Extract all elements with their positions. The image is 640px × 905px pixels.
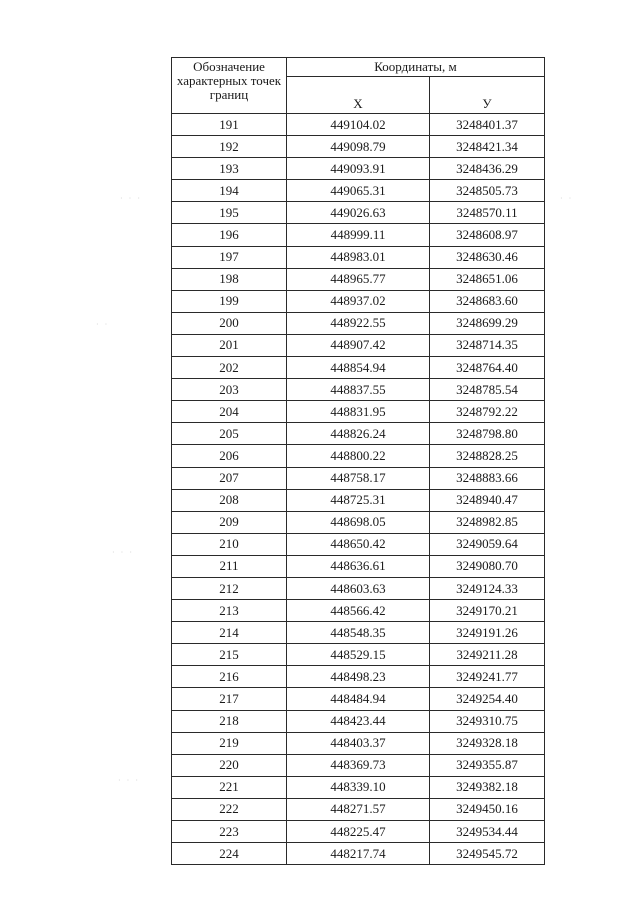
x-coordinate-cell: 448271.57: [287, 798, 430, 820]
x-coordinate-cell: 448369.73: [287, 754, 430, 776]
point-cell: 213: [172, 600, 287, 622]
table-row: [172, 710, 545, 732]
x-coordinate-cell: 448650.42: [287, 533, 430, 555]
table-row: [172, 666, 545, 688]
y-coordinate-cell: 3248792.22: [430, 401, 545, 423]
table-row: [172, 445, 545, 467]
table-header: [172, 58, 545, 114]
point-cell: 224: [172, 843, 287, 865]
y-coordinate-cell: 3248630.46: [430, 246, 545, 268]
table-row: [172, 158, 545, 180]
y-coordinate-cell: 3249191.26: [430, 622, 545, 644]
table-row: [172, 622, 545, 644]
point-cell: 194: [172, 180, 287, 202]
point-cell: 209: [172, 511, 287, 533]
x-column-header: X: [287, 77, 430, 114]
y-coordinate-cell: 3248714.35: [430, 334, 545, 356]
point-cell: 214: [172, 622, 287, 644]
coordinates-group-header: Координаты, м: [287, 58, 545, 77]
table-row: [172, 798, 545, 820]
x-coordinate-cell: 448725.31: [287, 489, 430, 511]
coordinates-table: [171, 57, 545, 865]
x-coordinate-cell: 448922.55: [287, 312, 430, 334]
y-coordinate-cell: 3248798.80: [430, 423, 545, 445]
point-cell: 219: [172, 732, 287, 754]
point-cell: 208: [172, 489, 287, 511]
x-coordinate-cell: 448837.55: [287, 379, 430, 401]
y-coordinate-cell: 3249310.75: [430, 710, 545, 732]
table-row: [172, 357, 545, 379]
table-row: [172, 688, 545, 710]
x-coordinate-cell: 448698.05: [287, 511, 430, 533]
point-cell: 207: [172, 467, 287, 489]
scan-noise: · ·: [560, 194, 574, 203]
y-coordinate-cell: 3249450.16: [430, 798, 545, 820]
y-coordinate-cell: 3248699.29: [430, 312, 545, 334]
point-cell: 222: [172, 798, 287, 820]
point-cell: 198: [172, 268, 287, 290]
table-row: [172, 577, 545, 599]
point-cell: 201: [172, 334, 287, 356]
point-cell: 215: [172, 644, 287, 666]
x-coordinate-cell: 449065.31: [287, 180, 430, 202]
x-coordinate-cell: 448423.44: [287, 710, 430, 732]
y-coordinate-cell: 3249545.72: [430, 843, 545, 865]
y-coordinate-cell: 3248401.37: [430, 114, 545, 136]
x-coordinate-cell: 448965.77: [287, 268, 430, 290]
point-cell: 204: [172, 401, 287, 423]
x-coordinate-cell: 448907.42: [287, 334, 430, 356]
point-cell: 196: [172, 224, 287, 246]
x-coordinate-cell: 448831.95: [287, 401, 430, 423]
y-coordinate-cell: 3249170.21: [430, 600, 545, 622]
x-coordinate-cell: 448566.42: [287, 600, 430, 622]
table-body: [172, 114, 545, 865]
y-coordinate-cell: 3248982.85: [430, 511, 545, 533]
x-coordinate-cell: 448603.63: [287, 577, 430, 599]
table-row: [172, 821, 545, 843]
x-coordinate-cell: 448484.94: [287, 688, 430, 710]
table-row: [172, 732, 545, 754]
scan-noise: · · ·: [120, 194, 142, 203]
point-cell: 217: [172, 688, 287, 710]
y-coordinate-cell: 3248883.66: [430, 467, 545, 489]
x-coordinate-cell: 448548.35: [287, 622, 430, 644]
x-coordinate-cell: 448999.11: [287, 224, 430, 246]
point-cell: 197: [172, 246, 287, 268]
point-cell: 202: [172, 357, 287, 379]
point-cell: 216: [172, 666, 287, 688]
table-row: [172, 467, 545, 489]
x-coordinate-cell: 449026.63: [287, 202, 430, 224]
point-cell: 200: [172, 312, 287, 334]
y-coordinate-cell: 3248828.25: [430, 445, 545, 467]
y-coordinate-cell: 3249254.40: [430, 688, 545, 710]
point-cell: 206: [172, 445, 287, 467]
y-coordinate-cell: 3249211.28: [430, 644, 545, 666]
point-cell: 220: [172, 754, 287, 776]
scan-noise: · ·: [96, 320, 110, 329]
y-coordinate-cell: 3248505.73: [430, 180, 545, 202]
table-row: [172, 290, 545, 312]
point-cell: 210: [172, 533, 287, 555]
table-row: [172, 600, 545, 622]
x-coordinate-cell: 448217.74: [287, 843, 430, 865]
x-coordinate-cell: 448800.22: [287, 445, 430, 467]
scan-noise: · · ·: [112, 548, 134, 557]
x-coordinate-cell: 448983.01: [287, 246, 430, 268]
x-coordinate-cell: 449104.02: [287, 114, 430, 136]
point-cell: 195: [172, 202, 287, 224]
table-row: [172, 180, 545, 202]
table-row: [172, 334, 545, 356]
table-row: [172, 533, 545, 555]
y-coordinate-cell: 3249059.64: [430, 533, 545, 555]
y-coordinate-cell: 3248570.11: [430, 202, 545, 224]
y-coordinate-cell: 3248421.34: [430, 136, 545, 158]
y-coordinate-cell: 3248608.97: [430, 224, 545, 246]
y-coordinate-cell: 3249382.18: [430, 776, 545, 798]
x-coordinate-cell: 448403.37: [287, 732, 430, 754]
x-coordinate-cell: 448636.61: [287, 555, 430, 577]
table-row: [172, 489, 545, 511]
x-coordinate-cell: 448225.47: [287, 821, 430, 843]
table-row: [172, 268, 545, 290]
table-row: [172, 114, 545, 136]
x-coordinate-cell: 448854.94: [287, 357, 430, 379]
y-coordinate-cell: 3249328.18: [430, 732, 545, 754]
y-coordinate-cell: 3248764.40: [430, 357, 545, 379]
point-cell: 212: [172, 577, 287, 599]
x-coordinate-cell: 448498.23: [287, 666, 430, 688]
point-cell: 218: [172, 710, 287, 732]
y-coordinate-cell: 3249124.33: [430, 577, 545, 599]
y-coordinate-cell: 3248785.54: [430, 379, 545, 401]
y-coordinate-cell: 3249080.70: [430, 555, 545, 577]
table-row: [172, 843, 545, 865]
point-cell: 199: [172, 290, 287, 312]
table-row: [172, 511, 545, 533]
point-cell: 223: [172, 821, 287, 843]
y-coordinate-cell: 3248940.47: [430, 489, 545, 511]
x-coordinate-cell: 449093.91: [287, 158, 430, 180]
point-cell: 193: [172, 158, 287, 180]
scan-noise: · · ·: [118, 776, 140, 785]
x-coordinate-cell: 448339.10: [287, 776, 430, 798]
table-row: [172, 776, 545, 798]
point-column-header: Обозначение характерных точек границ: [172, 58, 287, 114]
table-row: [172, 423, 545, 445]
table-row: [172, 246, 545, 268]
y-coordinate-cell: 3249355.87: [430, 754, 545, 776]
table-row: [172, 312, 545, 334]
table-row: [172, 644, 545, 666]
y-coordinate-cell: 3249534.44: [430, 821, 545, 843]
y-coordinate-cell: 3248683.60: [430, 290, 545, 312]
y-column-header: У: [430, 77, 545, 114]
table-row: [172, 202, 545, 224]
table-row: [172, 136, 545, 158]
point-cell: 211: [172, 555, 287, 577]
table-row: [172, 754, 545, 776]
x-coordinate-cell: 448758.17: [287, 467, 430, 489]
y-coordinate-cell: 3249241.77: [430, 666, 545, 688]
point-cell: 205: [172, 423, 287, 445]
y-coordinate-cell: 3248651.06: [430, 268, 545, 290]
x-coordinate-cell: 448937.02: [287, 290, 430, 312]
x-coordinate-cell: 448826.24: [287, 423, 430, 445]
x-coordinate-cell: 448529.15: [287, 644, 430, 666]
table-row: [172, 401, 545, 423]
y-coordinate-cell: 3248436.29: [430, 158, 545, 180]
table-row: [172, 224, 545, 246]
point-cell: 192: [172, 136, 287, 158]
table-row: [172, 379, 545, 401]
point-cell: 203: [172, 379, 287, 401]
point-cell: 221: [172, 776, 287, 798]
point-cell: 191: [172, 114, 287, 136]
table-row: [172, 555, 545, 577]
x-coordinate-cell: 449098.79: [287, 136, 430, 158]
